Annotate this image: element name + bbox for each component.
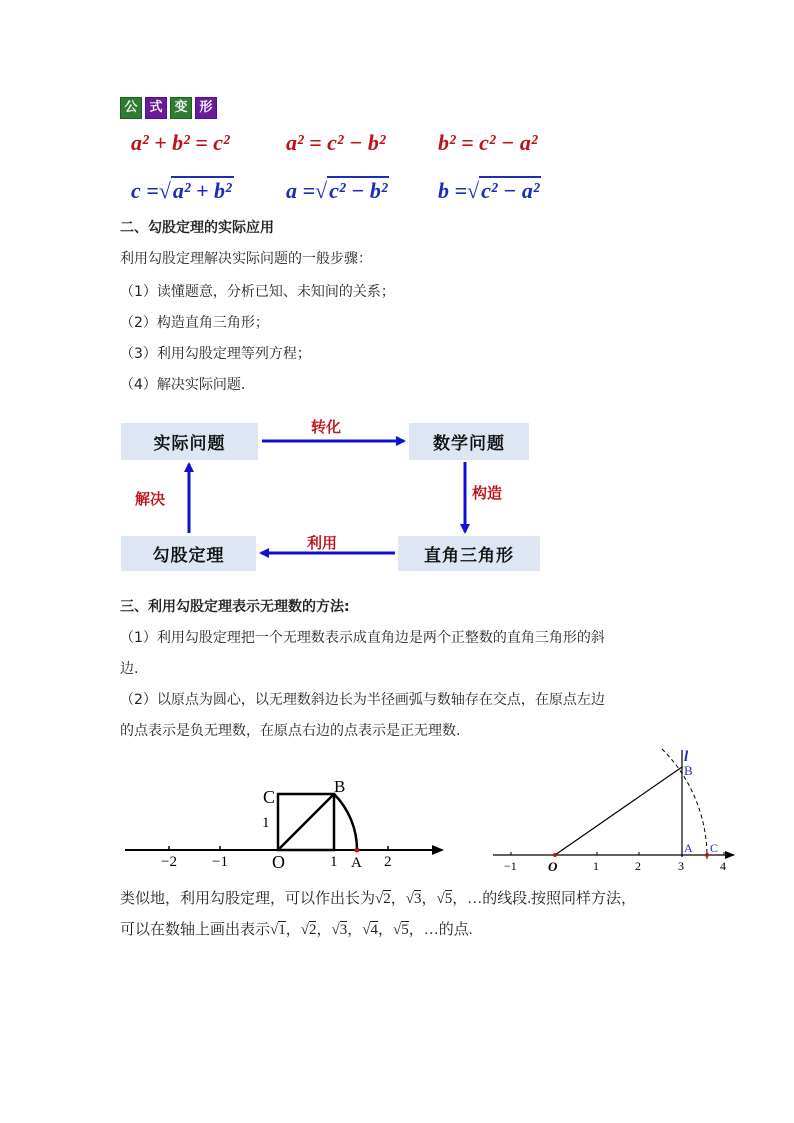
- root-value: 3: [339, 922, 348, 938]
- badge-char: 公: [120, 97, 142, 119]
- root-value: 5: [444, 891, 453, 907]
- flow-box-right-triangle: 直角三角形: [398, 536, 540, 571]
- section3-paragraph1-cont: 边.: [120, 661, 139, 677]
- step-item: （1）读懂题意，分析已知、未知间的关系；: [120, 284, 395, 300]
- point-C-label: C: [263, 787, 276, 807]
- badge-char: 变: [170, 97, 192, 119]
- hypotenuse-OB: [555, 767, 682, 855]
- formula-pythagoras: a² + b² = c²: [131, 130, 230, 155]
- line-l-label: l: [684, 749, 689, 765]
- tick-label: 3: [678, 859, 684, 873]
- point-O: [553, 853, 557, 857]
- figure-square-number-line: [120, 770, 450, 875]
- closing-text: ，…的线段.按照同样方法，: [452, 891, 636, 907]
- point-A-label: A: [684, 841, 693, 855]
- tick-label: 1: [593, 859, 599, 873]
- tick-label: 1: [330, 854, 338, 870]
- section3-paragraph2-cont: 的点表示是负无理数，在原点右边的点表示是正无理数.: [120, 723, 461, 739]
- root-value: 1: [278, 922, 286, 938]
- section2-intro: 利用勾股定理解决实际问题的一般步骤：: [120, 251, 372, 267]
- section3-paragraph2: （2）以原点为圆心，以无理数斜边长为半径画弧与数轴存在交点，在原点左边: [120, 692, 605, 708]
- root-value: 2: [308, 922, 317, 938]
- tick-label: 2: [635, 859, 641, 873]
- closing-text: 可以在数轴上画出表示: [120, 922, 271, 938]
- arc-B-to-A: [334, 794, 357, 850]
- closing-line-1: 类似地，利用勾股定理，可以作出长为√2，√3，√5，…的线段.按照同样方法，: [120, 891, 636, 907]
- flow-box-real-problem: 实际问题: [121, 423, 258, 460]
- section3-paragraph1: （1）利用勾股定理把一个无理数表示成直角边是两个正整数的直角三角形的斜: [120, 630, 605, 646]
- root-value: 3: [413, 891, 422, 907]
- point-A: [355, 848, 360, 853]
- flow-box-pythagorean-theorem: 勾股定理: [121, 536, 256, 571]
- side-length-label: 1: [262, 815, 270, 831]
- arrow-label-transform: 转化: [311, 418, 342, 436]
- tick-label: −1: [212, 854, 228, 870]
- tick-label: −1: [504, 859, 517, 873]
- formula-radicand: a² + b²: [172, 178, 232, 203]
- formula-b-squared: b² = c² − a²: [438, 130, 538, 155]
- flow-box-math-problem: 数学问题: [409, 423, 529, 460]
- formula-a-root: a =√c² − b²: [286, 178, 388, 203]
- badge-char: 式: [145, 97, 167, 119]
- formula-radicand: c² − a²: [481, 178, 540, 203]
- step-item: （3）利用勾股定理等列方程；: [120, 346, 311, 362]
- root-value: 4: [370, 922, 378, 938]
- step-item: （4）解决实际问题.: [120, 377, 246, 393]
- point-C: [705, 853, 709, 857]
- formula-lhs: a =: [286, 178, 316, 203]
- arrow-label-construct: 构造: [472, 484, 503, 502]
- badge-char: 形: [195, 97, 217, 119]
- figure-triangle-number-line: [490, 745, 740, 875]
- point-A-label: A: [351, 855, 362, 871]
- closing-text: ，…的点.: [408, 922, 473, 938]
- closing-line-2: 可以在数轴上画出表示√1，√2，√3，√4，√5，…的点.: [120, 922, 473, 938]
- formula-lhs: c =: [131, 178, 159, 203]
- formula-c-root: c =√a² + b²: [131, 178, 232, 203]
- formula-radicand: c² − b²: [329, 178, 388, 203]
- tick-label: 2: [384, 854, 392, 870]
- point-B-label: B: [684, 763, 693, 778]
- point-B-label: B: [334, 777, 346, 796]
- step-item: （2）构造直角三角形；: [120, 315, 269, 331]
- root-value: 2: [383, 891, 391, 907]
- formula-a-squared: a² = c² − b²: [286, 130, 386, 155]
- closing-text: 类似地，利用勾股定理，可以作出长为: [120, 891, 376, 907]
- formula-lhs: b =: [438, 178, 468, 203]
- formula-b-root: b =√c² − a²: [438, 178, 540, 203]
- point-C-label: C: [710, 841, 719, 855]
- tick-label: 4: [720, 859, 726, 873]
- tick-label: −2: [161, 854, 177, 870]
- arrow-label-solve: 解决: [135, 490, 166, 508]
- origin-label: O: [548, 859, 558, 874]
- diagonal-OB: [278, 794, 334, 850]
- arrow-label-use: 利用: [307, 534, 338, 552]
- origin-label: O: [272, 852, 285, 872]
- section2-heading: 二、勾股定理的实际应用: [120, 220, 274, 236]
- root-value: 5: [401, 922, 409, 938]
- section3-heading: 三、利用勾股定理表示无理数的方法:: [120, 599, 350, 615]
